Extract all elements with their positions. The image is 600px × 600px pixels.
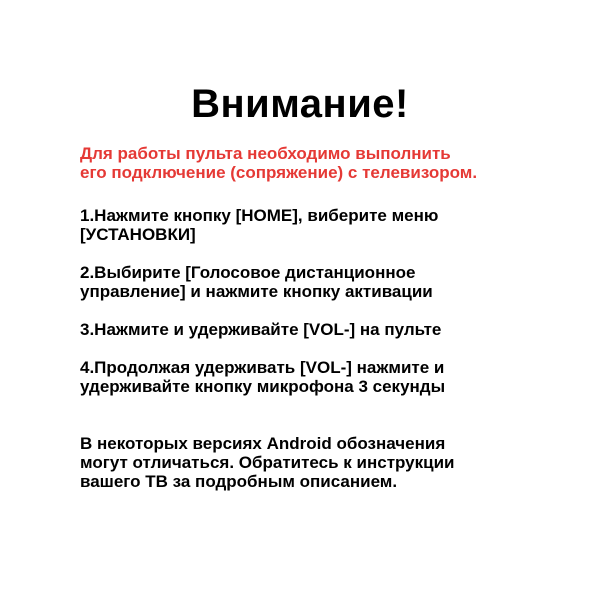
step-2 (80, 263, 560, 301)
note-line: В некоторых версиях Android обозначения (80, 434, 446, 453)
step-line: удерживайте кнопку микрофона 3 секунды (80, 377, 446, 396)
step-line: 1.Нажмите кнопку [HOME], виберите меню (80, 206, 439, 225)
step-line: управление] и нажмите кнопку активации (80, 282, 433, 301)
note-line: вашего ТВ за подробным описанием. (80, 472, 398, 491)
step-1 (80, 206, 560, 244)
page-title: Внимание! (191, 82, 409, 126)
step-line: 2.Выбирите [Голосовое дистанционное (80, 263, 416, 282)
step-3 (80, 320, 560, 339)
warning-line: его подключение (сопряжение) с телевизором. (80, 163, 478, 182)
android-note (80, 434, 560, 491)
warning-line: Для работы пульта необходимо выполнить (80, 144, 451, 163)
step-line: 3.Нажмите и удерживайте [VOL-] на пульте (80, 320, 442, 339)
note-line: могут отличаться. Обратитесь к инструкции (80, 453, 455, 472)
step-line: 4.Продолжая удерживать [VOL-] нажмите и (80, 358, 445, 377)
pairing-warning (80, 144, 560, 182)
step-4 (80, 358, 560, 396)
step-line: [УСТАНОВКИ] (80, 225, 196, 244)
